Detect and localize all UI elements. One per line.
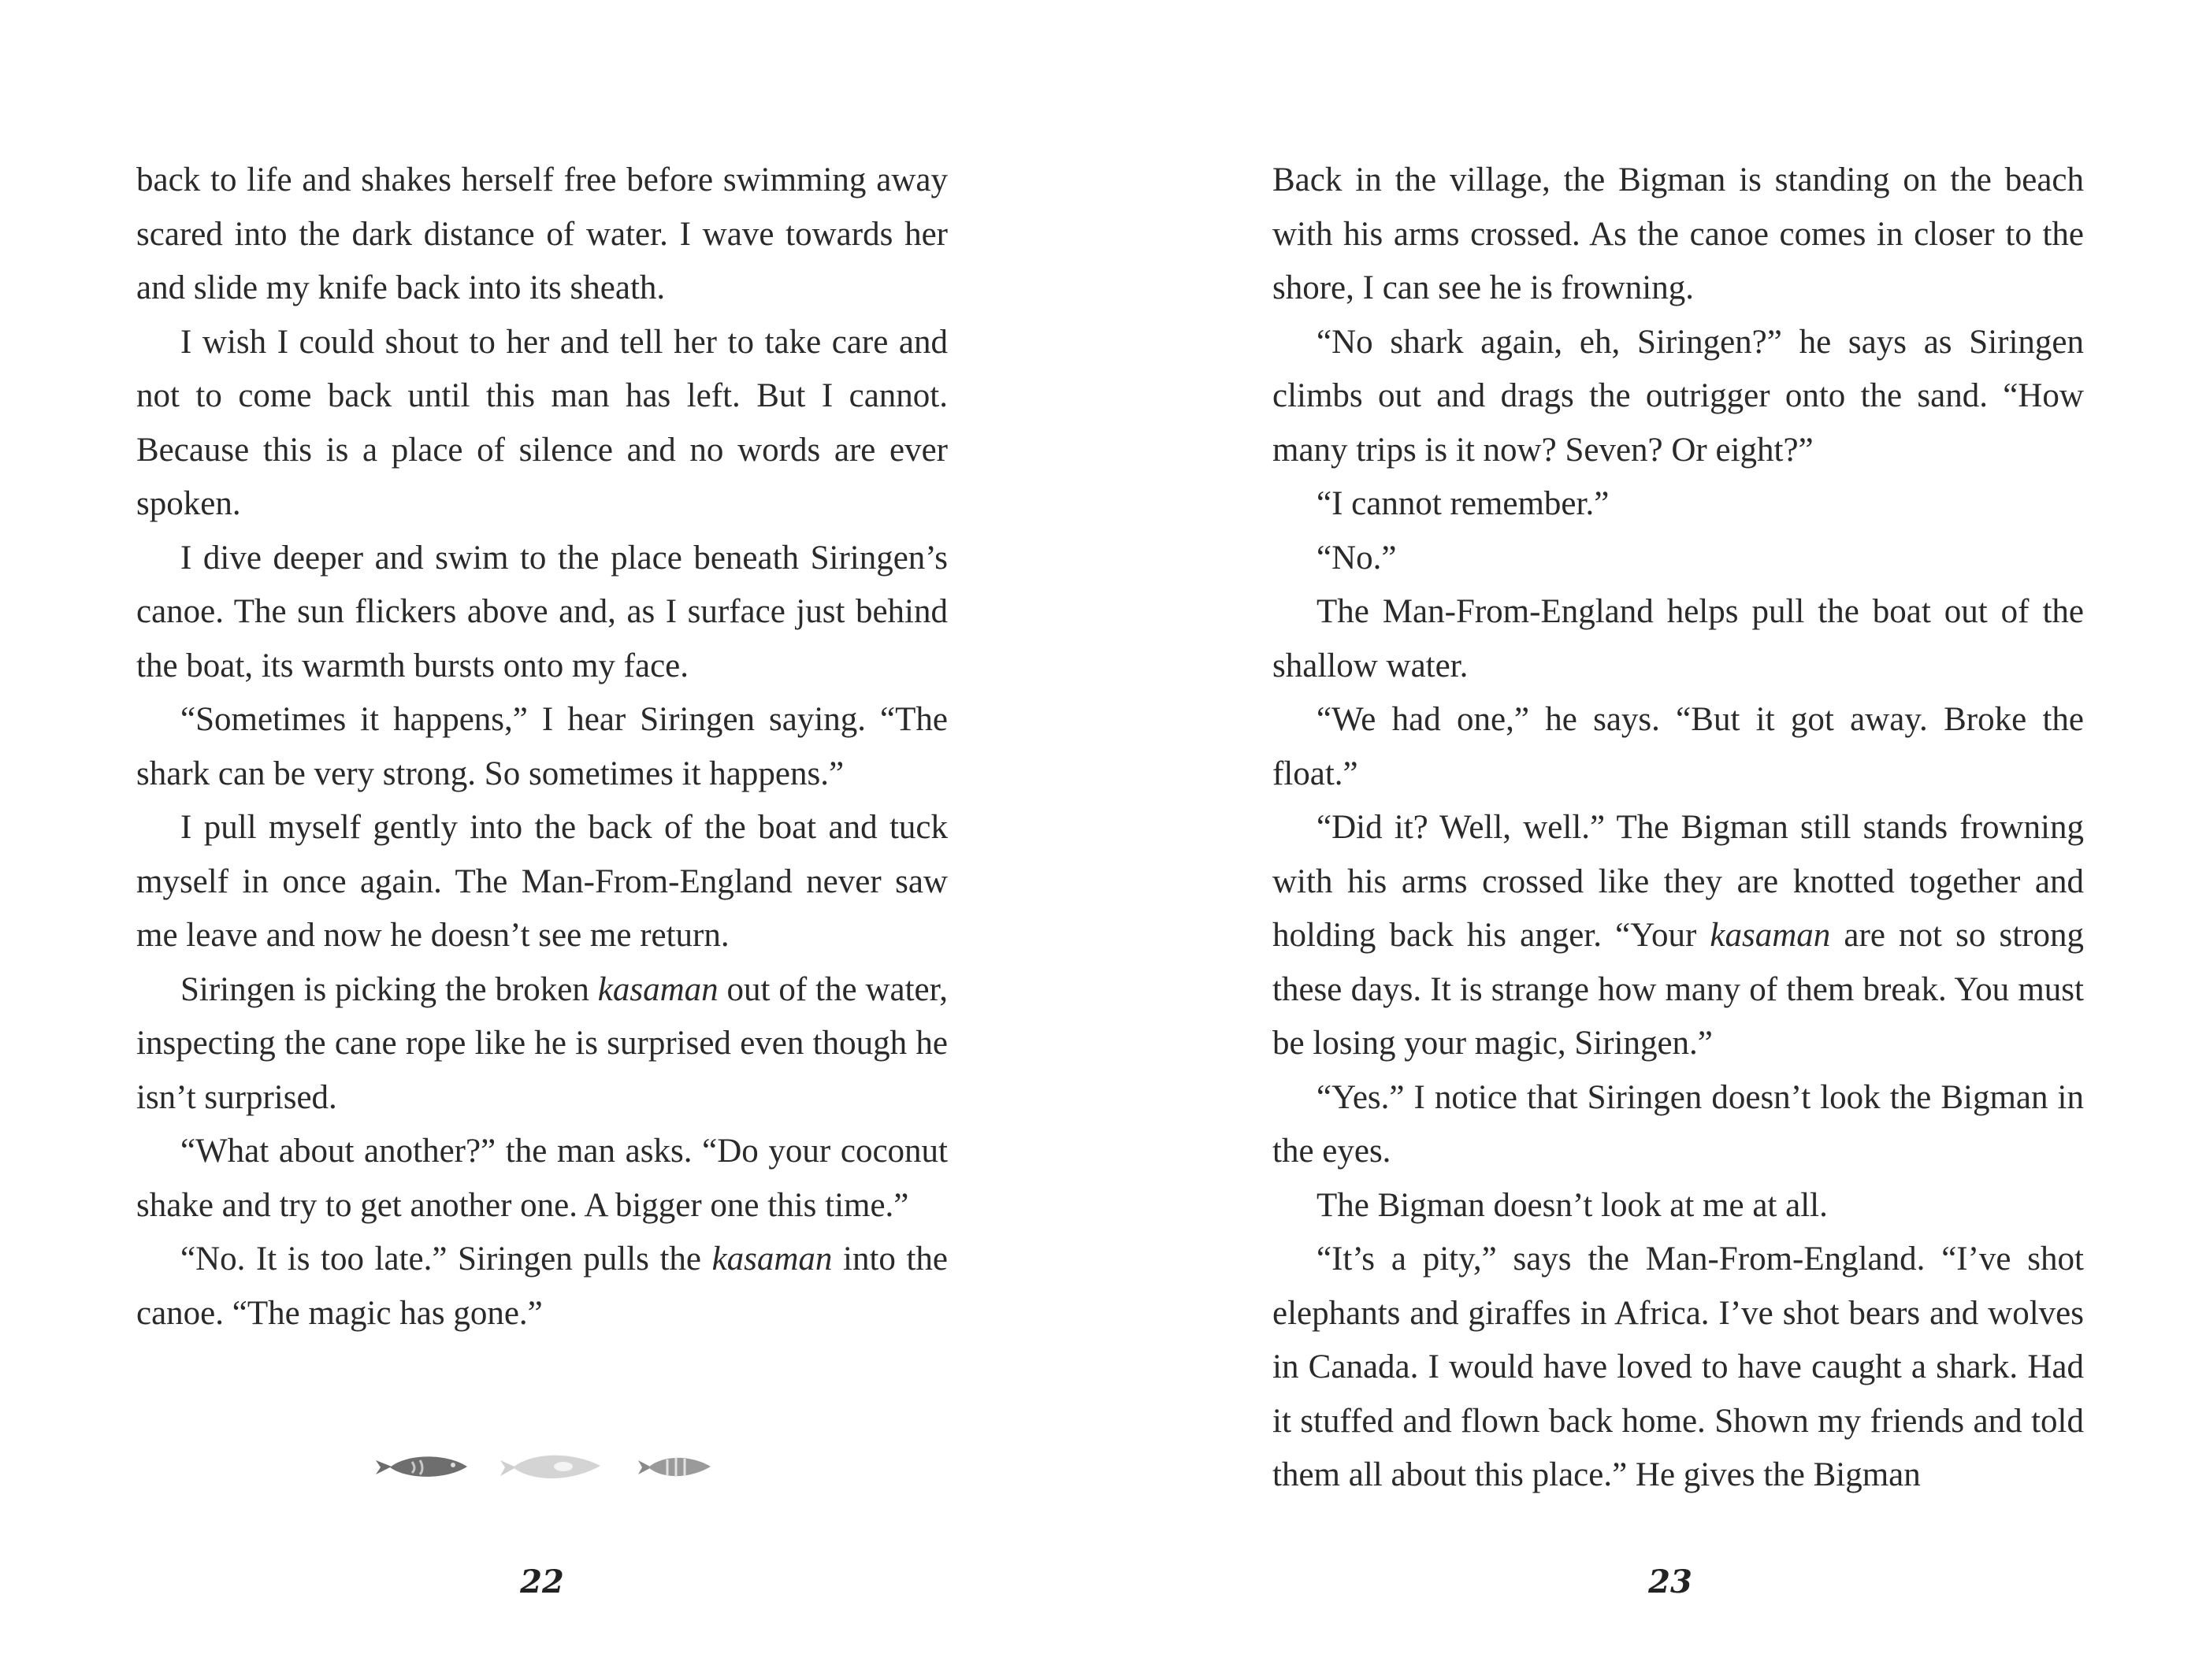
paragraph-text: “It’s a pity,” says the Man-From-England. “I’ve shot elephants and giraffes in Africa. I’ve shot bears and wolves in Canada. I would have loved to have caught a shark. Had it stuffed and flown back home. Shown my friends and told them all about this place.” He gives the Bigman [1272,1241,2084,1493]
fish-ornament-divider [374,1443,721,1490]
paragraph [136,801,948,963]
paragraph [1272,154,2084,316]
paragraph [136,1233,948,1341]
paragraph [136,963,948,1126]
paragraph-text: into the canoe. “The magic has gone.” [136,1241,948,1332]
right-page [1103,0,2206,1680]
page-number-right: 23 [1648,1563,1692,1600]
paragraph [1272,1071,2084,1179]
paragraph [136,154,948,316]
italic-term: kasaman [711,1241,833,1278]
paragraph-text: “We had one,” he says. “But it got away. Broke the float.” [1272,701,2084,792]
paragraph [1272,477,2084,532]
paragraph-text: “No.” [1317,539,1397,577]
paragraph [1272,532,2084,586]
paragraph-text: out of the water, inspecting the cane rope like he is surprised even though he isn’t surprised. [136,970,948,1116]
paragraph [1272,693,2084,801]
paragraph-text: “I cannot remember.” [1317,485,1610,522]
fish-ornament-icon [638,1458,711,1477]
paragraph-text: “Yes.” I notice that Siringen doesn’t look the Bigman in the eyes. [1272,1078,2084,1170]
paragraph [136,316,948,532]
paragraph-text: “What about another?” the man asks. “Do your coconut shake and try to get another one. A bigger one this time.” [136,1133,948,1224]
italic-term: kasaman [597,970,719,1008]
paragraph-text: The Man-From-England helps pull the boat out of the shallow water. [1272,593,2084,684]
paragraph-text: “No. It is too late.” Siringen pulls the [180,1241,712,1278]
fish-ornament-icon [376,1456,467,1477]
paragraph-text: Siringen is picking the broken [180,970,598,1008]
fish-ornament-svg [374,1443,721,1490]
paragraph-text: “Sometimes it happens,” I hear Siringen saying. “The shark can be very strong. So sometimes it happens.” [136,701,948,792]
paragraph [1272,585,2084,693]
paragraph [1272,801,2084,1071]
paragraph-text: I dive deeper and swim to the place beneath Siringen’s canoe. The sun flickers above and, as I surface just behind the boat, its warmth bursts onto my face. [136,539,948,684]
paragraph [136,532,948,694]
paragraph [136,693,948,801]
paragraph [1272,1233,2084,1503]
right-page-text [1272,154,2084,1503]
paragraph-text: “No shark again, eh, Siringen?” he says as Siringen climbs out and drags the outrigger onto the sand. “How many trips is it now? Seven? Or eight?” [1272,323,2084,469]
paragraph [136,1125,948,1233]
fish-ornament-icon [500,1456,600,1478]
paragraph-text: The Bigman doesn’t look at me at all. [1317,1186,1828,1224]
paragraph [1272,1179,2084,1233]
paragraph-text: back to life and shakes herself free before swimming away scared into the dark distance of water. I wave towards her and slide my knife back into its sheath. [136,161,948,306]
page-number-left: 22 [520,1563,564,1600]
paragraph-text: I wish I could shout to her and tell her to take care and not to come back until this man has left. But I cannot. Because this is a place of silence and no words are ever spoken. [136,323,948,522]
italic-term: kasaman [1710,917,1831,954]
paragraph-text: Back in the village, the Bigman is standing on the beach with his arms crossed. As the canoe comes in closer to the shore, I can see he is frowning. [1272,161,2084,306]
paragraph-text: are not so strong these days. It is strange how many of them break. You must be losing your magic, Siringen.” [1272,917,2084,1062]
paragraph-text: I pull myself gently into the back of the boat and tuck myself in once again. The Man-From-England never saw me leave and now he doesn’t see me return. [136,809,948,954]
paragraph-text: “Did it? Well, well.” The Bigman still stands frowning with his arms crossed like they are knotted together and holding back his anger. “Your [1272,809,2084,954]
paragraph [1272,316,2084,478]
left-page-text [136,154,948,1341]
